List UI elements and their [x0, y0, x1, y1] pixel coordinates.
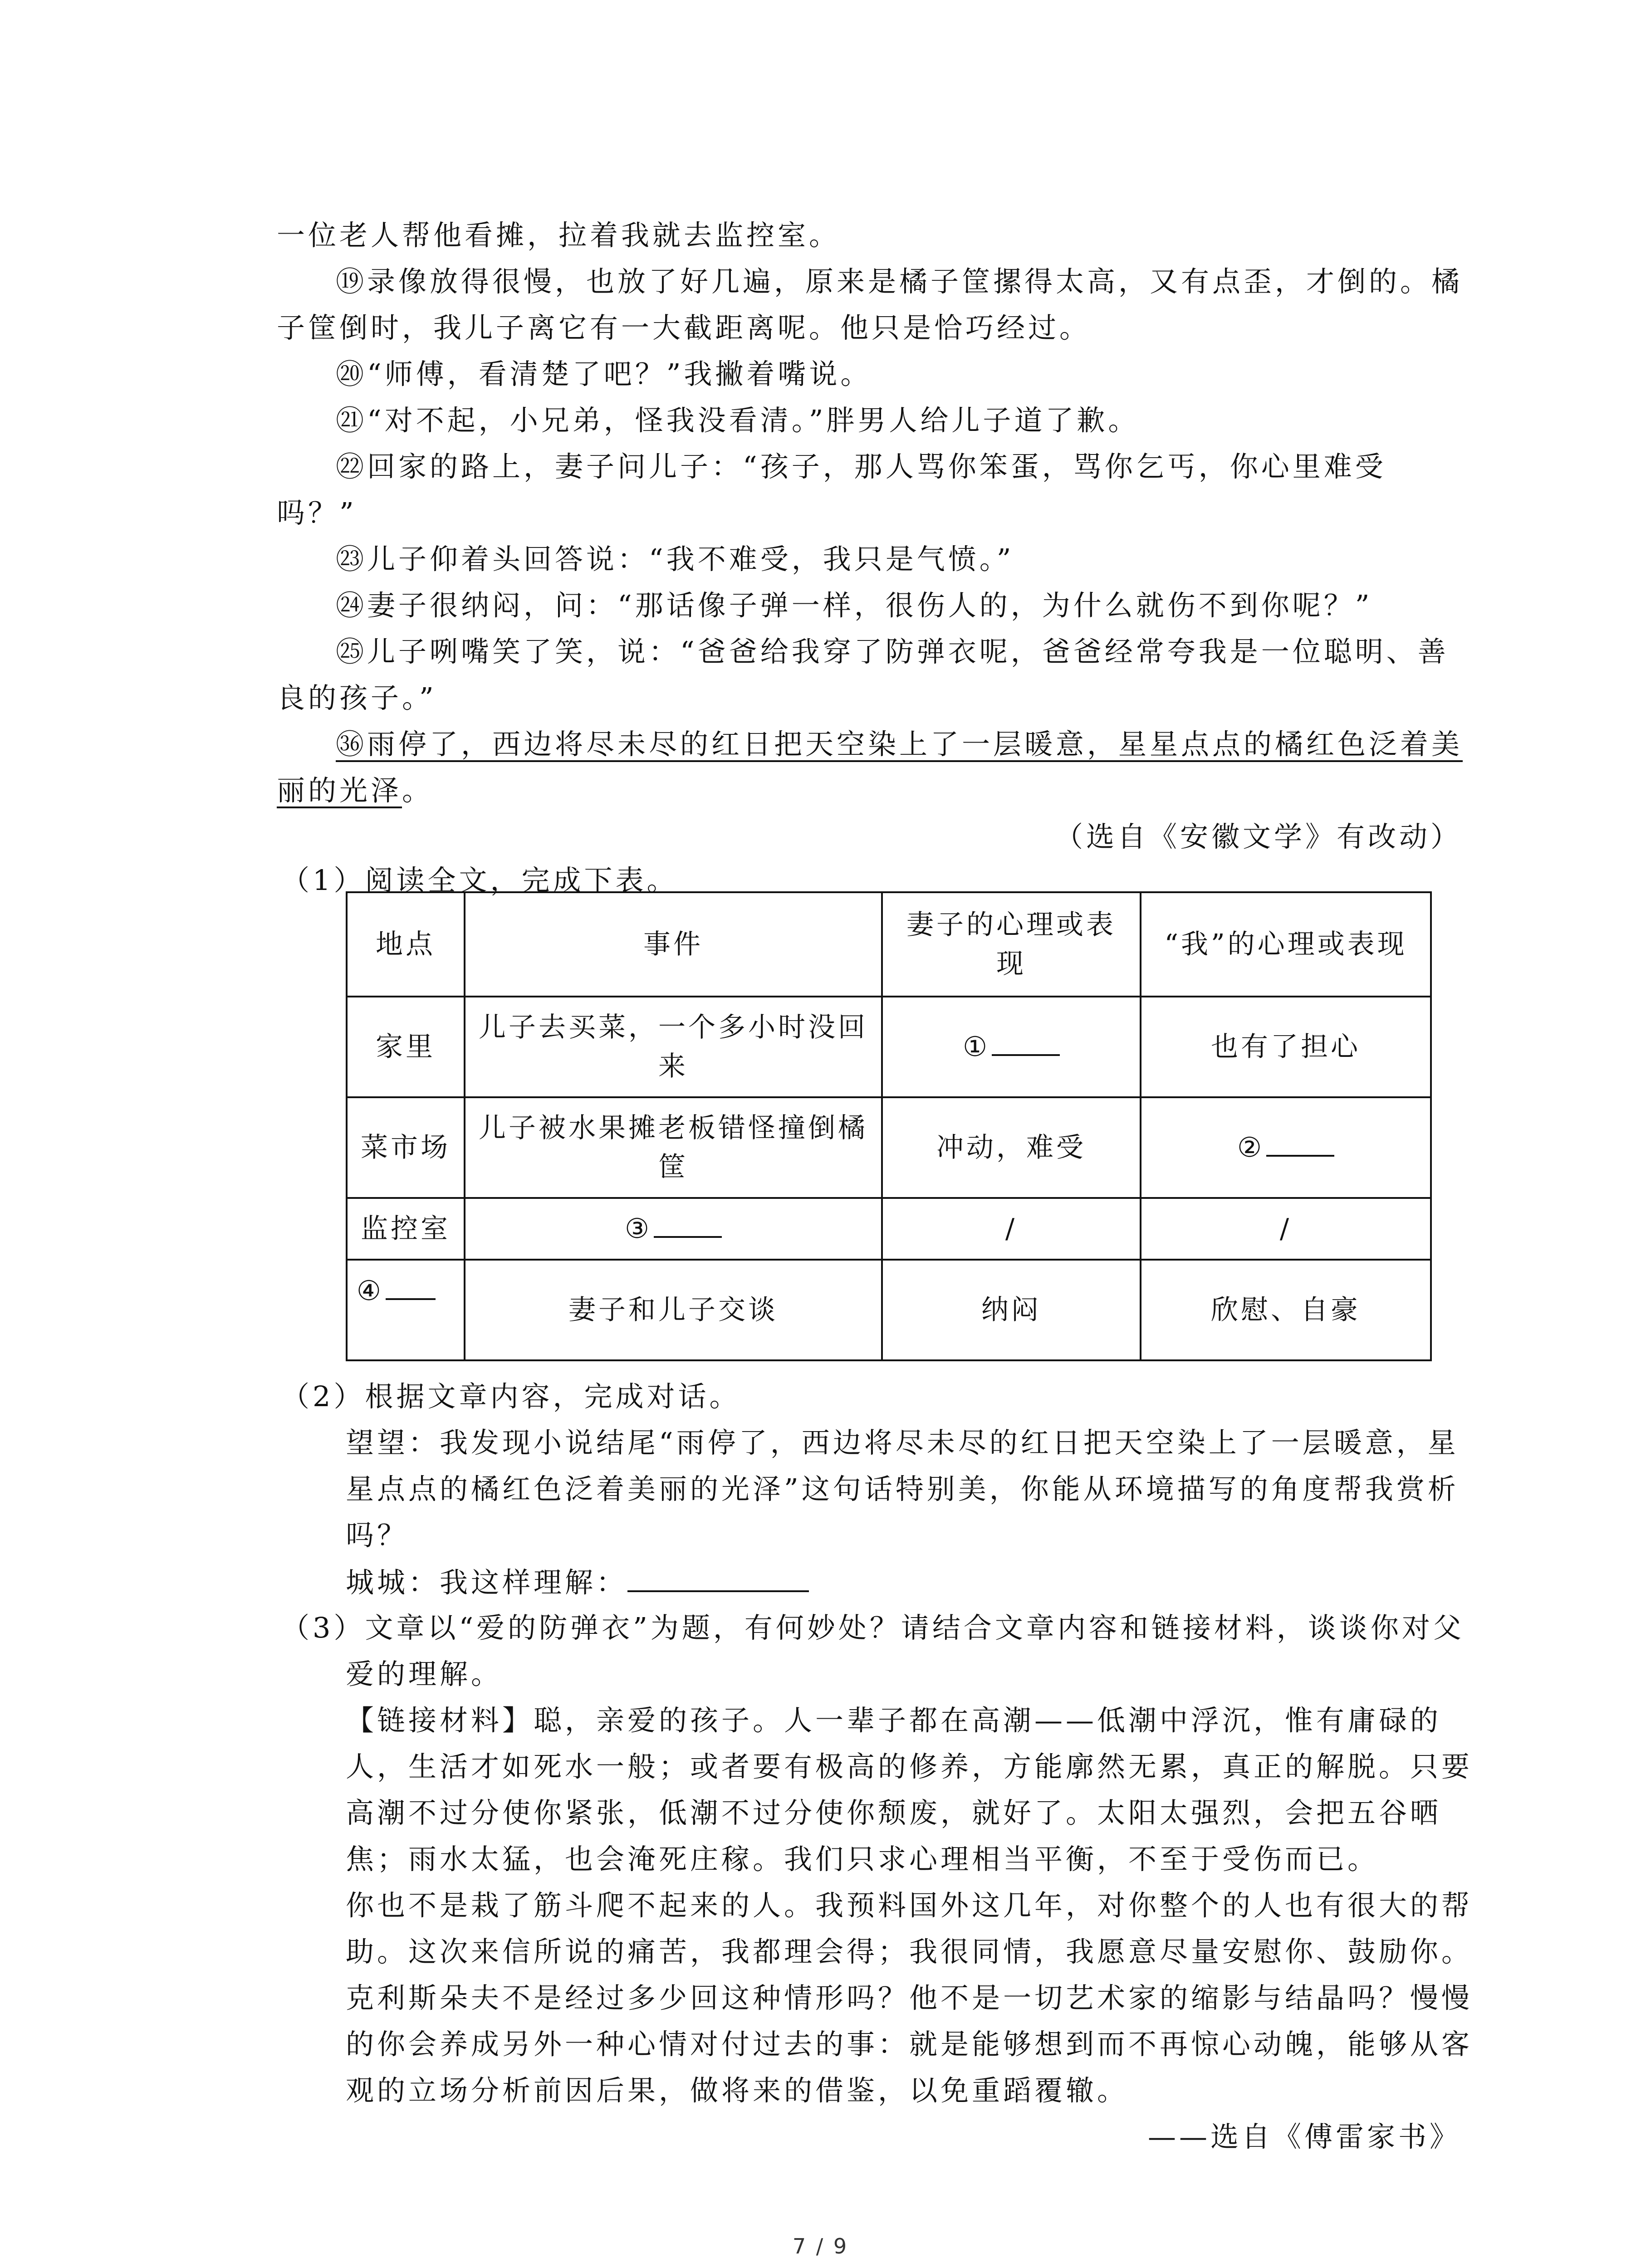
- cell-location: 监控室: [347, 1198, 465, 1260]
- cell-wife[interactable]: ①: [882, 997, 1141, 1097]
- answer-blank-q2[interactable]: [627, 1568, 809, 1592]
- link-material: 【链接材料】聪，亲爱的孩子。人一辈子都在高潮——低潮中浮沉，惟有庸碌的: [346, 1704, 1442, 1737]
- cell-location[interactable]: ④: [347, 1260, 465, 1360]
- header-event: 事件: [465, 892, 882, 997]
- fill-blank-3[interactable]: [654, 1218, 722, 1238]
- table-header-row: [347, 892, 1431, 997]
- header-location: 地点: [347, 892, 465, 997]
- paragraph-20: ⑳“师傅，看清楚了吧？”我撇着嘴说。: [336, 357, 872, 391]
- link-material: 焦；雨水太猛，也会淹死庄稼。我们只求心理相当平衡，不至于受伤而已。: [346, 1843, 1379, 1876]
- dialogue-wangwang-cont: 星点点的橘红色泛着美丽的光泽”这句话特别美，你能从环境描写的角度帮我赏析: [346, 1472, 1459, 1505]
- paragraph-21: ㉑“对不起，小兄弟，怪我没看清。”胖男人给儿子道了歉。: [336, 404, 1140, 437]
- cell-location: 家里: [347, 997, 465, 1097]
- source-note: （选自《安徽文学》有改动）: [1055, 820, 1462, 853]
- link-material: 助。这次来信所说的痛苦，我都理会得；我很同情，我愿意尽量安慰你、鼓励你。: [346, 1935, 1473, 1968]
- paragraph-25: ㉕儿子咧嘴笑了笑，说：“爸爸给我穿了防弹衣呢，爸爸经常夸我是一位聪明、善: [336, 635, 1449, 668]
- cell-me: 欣慰、自豪: [1141, 1260, 1431, 1360]
- table-row: [347, 1198, 1431, 1260]
- question-3-cont: 爱的理解。: [346, 1657, 503, 1691]
- cell-me: 也有了担心: [1141, 997, 1431, 1097]
- cell-wife: /: [882, 1198, 1141, 1260]
- link-material: 高潮不过分使你紧张，低潮不过分使你颓废，就好了。太阳太强烈，会把五谷晒: [346, 1796, 1442, 1829]
- paragraph-26-cont: [277, 774, 434, 807]
- cell-me: /: [1141, 1198, 1431, 1260]
- link-material: 人，生活才如死水一般；或者要有极高的修养，方能廓然无累，真正的解脱。只要: [346, 1750, 1473, 1783]
- question-1: （1）阅读全文，完成下表。: [281, 864, 678, 897]
- fill-blank-4[interactable]: [386, 1280, 436, 1300]
- link-source: ——选自《傅雷家书》: [1148, 2120, 1461, 2153]
- paragraph-19: ⑲录像放得很慢，也放了好几遍，原来是橘子筐摞得太高，又有点歪，才倒的。橘: [336, 265, 1463, 298]
- table-row: [347, 1097, 1431, 1198]
- dialogue-chengcheng[interactable]: 城城：我这样理解：: [346, 1568, 809, 1597]
- page-number: 7 / 9: [792, 2234, 849, 2258]
- paragraph-26-underlined: ㊱雨停了，西边将尽未尽的红日把天空染上了一层暖意，星星点点的橘红色泛着美: [336, 728, 1463, 761]
- fill-blank-1[interactable]: [992, 1036, 1060, 1056]
- link-material: 你也不是栽了筋斗爬不起来的人。我预料国外这几年，对你整个的人也有很大的帮: [346, 1889, 1473, 1922]
- answer-table: [346, 891, 1432, 1361]
- dialogue-wangwang-end: 吗？: [346, 1519, 409, 1552]
- paragraph-26-underlined-tail: 丽的光泽: [277, 774, 402, 807]
- fill-blank-2[interactable]: [1266, 1137, 1334, 1157]
- paragraph-18-tail: 一位老人帮他看摊，拉着我就去监控室。: [277, 219, 841, 252]
- paragraph-22-cont: 吗？”: [277, 496, 357, 529]
- cell-wife: 冲动，难受: [882, 1097, 1141, 1198]
- table-row: [347, 997, 1431, 1097]
- cell-wife: 纳闷: [882, 1260, 1141, 1360]
- link-material: 的你会养成另外一种心情对付过去的事：就是能够想到而不再惊心动魄，能够从客: [346, 2028, 1473, 2061]
- paragraph-24: ㉔妻子很纳闷，问：“那话像子弹一样，很伤人的，为什么就伤不到你呢？”: [336, 589, 1373, 622]
- cell-event: 儿子去买菜，一个多小时没回来: [465, 997, 882, 1097]
- cell-location: 菜市场: [347, 1097, 465, 1198]
- link-material: 观的立场分析前因后果，做将来的借鉴，以免重蹈覆辙。: [346, 2074, 1129, 2107]
- paragraph-19-cont: 子筐倒时，我儿子离它有一大截距离呢。他只是恰巧经过。: [277, 311, 1091, 344]
- cell-me[interactable]: ②: [1141, 1097, 1431, 1198]
- paragraph-23: ㉓儿子仰着头回答说：“我不难受，我只是气愤。”: [336, 543, 1014, 576]
- question-3: （3）文章以“爱的防弹衣”为题，有何妙处？请结合文章内容和链接材料，谈谈你对父: [281, 1611, 1465, 1644]
- link-material: 克利斯朵夫不是经过多少回这种情形吗？他不是一切艺术家的缩影与结晶吗？慢慢: [346, 1981, 1473, 2014]
- cell-event[interactable]: ③: [465, 1198, 882, 1260]
- cell-event: 妻子和儿子交谈: [465, 1260, 882, 1360]
- question-2: （2）根据文章内容，完成对话。: [281, 1380, 741, 1413]
- table-row: [347, 1260, 1431, 1360]
- paragraph-25-cont: 良的孩子。”: [277, 681, 437, 714]
- header-wife: 妻子的心理或表现: [882, 892, 1141, 997]
- header-me: “我”的心理或表现: [1141, 892, 1431, 997]
- dialogue-wangwang: 望望：我发现小说结尾“雨停了，西边将尽未尽的红日把天空染上了一层暖意，星: [346, 1426, 1459, 1459]
- paragraph-26-period: 。: [402, 774, 434, 807]
- paragraph-22: ㉒回家的路上，妻子问儿子：“孩子，那人骂你笨蛋，骂你乞丐，你心里难受: [336, 450, 1386, 483]
- cell-event: 儿子被水果摊老板错怪撞倒橘筐: [465, 1097, 882, 1198]
